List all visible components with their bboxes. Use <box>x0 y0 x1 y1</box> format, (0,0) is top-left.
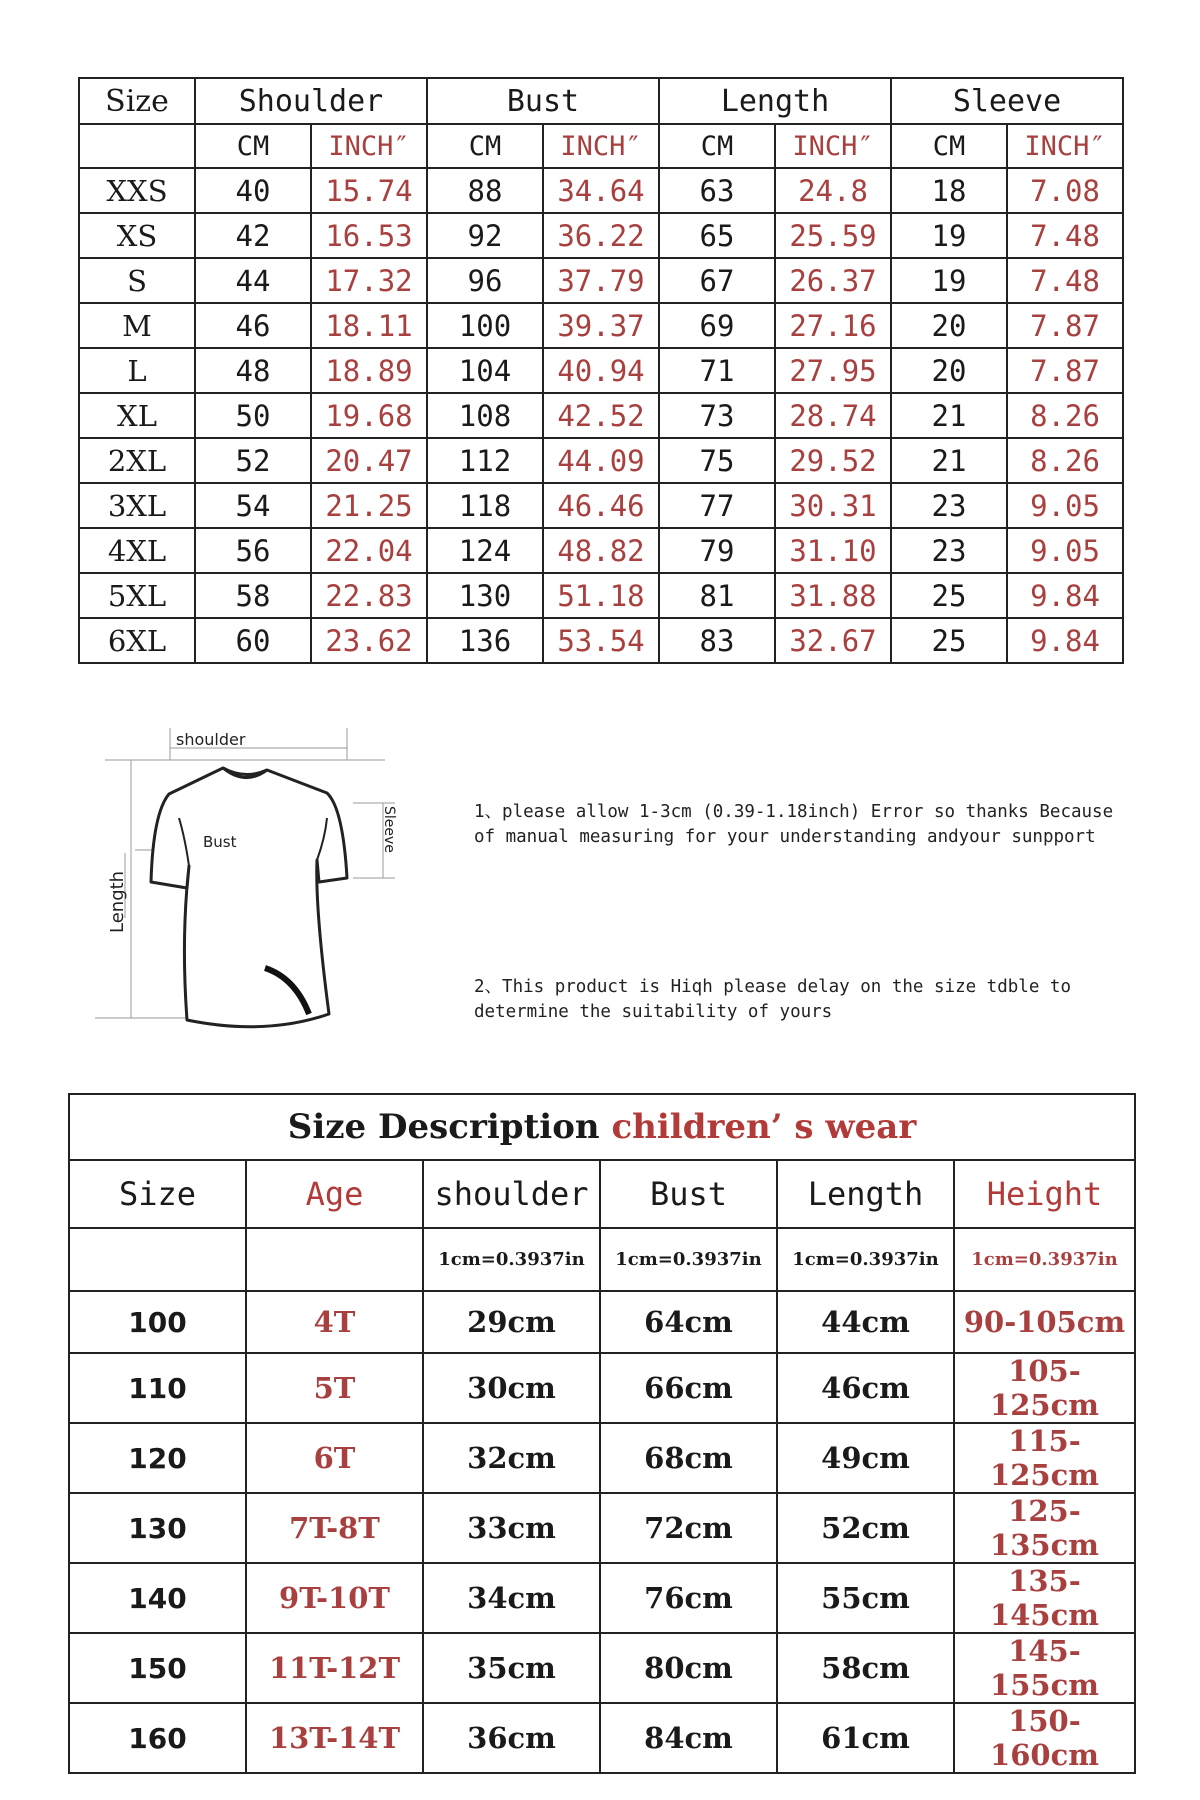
adult-cell-shoulder-inch: 15.74 <box>311 168 427 213</box>
adult-cell-sleeve-cm: 19 <box>891 213 1007 258</box>
children-cell-age: 9T-10T <box>246 1563 423 1633</box>
adult-cell-bust-cm: 118 <box>427 483 543 528</box>
adult-cell-shoulder-cm: 46 <box>195 303 311 348</box>
adult-cell-bust-inch: 39.37 <box>543 303 659 348</box>
adult-cell-sleeve-inch: 9.84 <box>1007 618 1123 663</box>
adult-cell-length-cm: 79 <box>659 528 775 573</box>
adult-cell-shoulder-cm: 50 <box>195 393 311 438</box>
adult-cell-length-cm: 65 <box>659 213 775 258</box>
table-row <box>79 618 1123 663</box>
adult-cell-sleeve-inch: 7.08 <box>1007 168 1123 213</box>
adult-cell-sleeve-inch: 7.87 <box>1007 348 1123 393</box>
children-cell-height: 150-160cm <box>954 1703 1135 1773</box>
adult-unit-inch: INCH″ <box>775 124 891 168</box>
table-row <box>79 483 1123 528</box>
adult-cell-shoulder-cm: 48 <box>195 348 311 393</box>
adult-cell-sleeve-cm: 25 <box>891 573 1007 618</box>
adult-cell-bust-cm: 92 <box>427 213 543 258</box>
adult-cell-length-cm: 81 <box>659 573 775 618</box>
adult-cell-shoulder-inch: 16.53 <box>311 213 427 258</box>
adult-size-table <box>78 77 1124 664</box>
adult-cell-length-inch: 29.52 <box>775 438 891 483</box>
children-cell-shoulder: 34cm <box>423 1563 600 1633</box>
adult-cell-sleeve-cm: 20 <box>891 348 1007 393</box>
adult-cell-shoulder-inch: 22.83 <box>311 573 427 618</box>
children-cell-length: 61cm <box>777 1703 954 1773</box>
adult-header-bust: Bust <box>427 78 659 124</box>
diagram-label-bust: Bust <box>203 833 237 851</box>
adult-cell-size: XXS <box>79 168 195 213</box>
adult-cell-shoulder-cm: 40 <box>195 168 311 213</box>
children-cell-length: 49cm <box>777 1423 954 1493</box>
adult-cell-shoulder-inch: 21.25 <box>311 483 427 528</box>
adult-cell-shoulder-inch: 18.11 <box>311 303 427 348</box>
adult-cell-sleeve-inch: 8.26 <box>1007 438 1123 483</box>
table-row <box>79 528 1123 573</box>
children-header-length: Length <box>777 1160 954 1228</box>
adult-cell-bust-inch: 36.22 <box>543 213 659 258</box>
table-row <box>79 168 1123 213</box>
children-cell-size: 130 <box>69 1493 246 1563</box>
adult-unit-cm: CM <box>427 124 543 168</box>
table-row <box>79 213 1123 258</box>
adult-cell-size: 2XL <box>79 438 195 483</box>
children-cell-size: 120 <box>69 1423 246 1493</box>
adult-cell-sleeve-cm: 21 <box>891 393 1007 438</box>
children-cell-age: 4T <box>246 1291 423 1353</box>
adult-unit-cm: CM <box>891 124 1007 168</box>
adult-cell-length-inch: 25.59 <box>775 213 891 258</box>
note-size-table: 2、This product is Hiqh please delay on the size tdble to determine the suitability of yours <box>474 977 1071 1022</box>
children-conv-length: 1cm=0.3937in <box>777 1228 954 1291</box>
adult-cell-shoulder-inch: 19.68 <box>311 393 427 438</box>
adult-cell-length-inch: 30.31 <box>775 483 891 528</box>
tshirt-measurement-diagram <box>95 718 405 1038</box>
children-table-title <box>69 1094 1135 1160</box>
adult-cell-shoulder-cm: 44 <box>195 258 311 303</box>
children-cell-length: 44cm <box>777 1291 954 1353</box>
children-cell-height: 115-125cm <box>954 1423 1135 1493</box>
children-cell-length: 58cm <box>777 1633 954 1703</box>
adult-unit-inch: INCH″ <box>1007 124 1123 168</box>
adult-cell-bust-cm: 124 <box>427 528 543 573</box>
children-conv-blank <box>246 1228 423 1291</box>
adult-cell-length-cm: 69 <box>659 303 775 348</box>
children-cell-size: 140 <box>69 1563 246 1633</box>
adult-cell-sleeve-cm: 18 <box>891 168 1007 213</box>
children-cell-length: 46cm <box>777 1353 954 1423</box>
children-cell-shoulder: 36cm <box>423 1703 600 1773</box>
adult-cell-shoulder-inch: 17.32 <box>311 258 427 303</box>
adult-cell-length-cm: 77 <box>659 483 775 528</box>
children-title-part1: Size Description <box>287 1107 612 1147</box>
adult-cell-sleeve-inch: 8.26 <box>1007 393 1123 438</box>
children-header-height: Height <box>954 1160 1135 1228</box>
children-conv-shoulder: 1cm=0.3937in <box>423 1228 600 1291</box>
adult-cell-sleeve-inch: 7.87 <box>1007 303 1123 348</box>
adult-cell-length-inch: 28.74 <box>775 393 891 438</box>
table-row <box>79 573 1123 618</box>
adult-cell-shoulder-inch: 20.47 <box>311 438 427 483</box>
adult-header-row <box>79 78 1123 124</box>
children-conv-bust: 1cm=0.3937in <box>600 1228 777 1291</box>
children-header-size: Size <box>69 1160 246 1228</box>
adult-cell-size: XS <box>79 213 195 258</box>
adult-table-body <box>79 168 1123 663</box>
children-cell-shoulder: 33cm <box>423 1493 600 1563</box>
adult-cell-bust-inch: 42.52 <box>543 393 659 438</box>
adult-cell-bust-inch: 51.18 <box>543 573 659 618</box>
adult-cell-sleeve-inch: 9.05 <box>1007 528 1123 573</box>
adult-cell-length-cm: 73 <box>659 393 775 438</box>
adult-cell-bust-inch: 53.54 <box>543 618 659 663</box>
children-cell-age: 7T-8T <box>246 1493 423 1563</box>
children-cell-bust: 68cm <box>600 1423 777 1493</box>
adult-cell-bust-inch: 40.94 <box>543 348 659 393</box>
children-cell-shoulder: 29cm <box>423 1291 600 1353</box>
adult-cell-bust-cm: 108 <box>427 393 543 438</box>
children-cell-size: 150 <box>69 1633 246 1703</box>
children-cell-shoulder: 30cm <box>423 1353 600 1423</box>
tshirt-icon <box>151 768 347 1027</box>
adult-cell-shoulder-cm: 42 <box>195 213 311 258</box>
adult-cell-shoulder-cm: 52 <box>195 438 311 483</box>
adult-cell-shoulder-inch: 22.04 <box>311 528 427 573</box>
table-row <box>69 1423 1135 1493</box>
adult-cell-length-cm: 63 <box>659 168 775 213</box>
adult-cell-sleeve-cm: 21 <box>891 438 1007 483</box>
note-measurement-error: 1、please allow 1-3cm (0.39-1.18inch) Error so thanks Because of manual measuring for your understanding andyour sunpport <box>474 802 1114 847</box>
adult-cell-length-cm: 71 <box>659 348 775 393</box>
children-cell-bust: 64cm <box>600 1291 777 1353</box>
adult-cell-size: XL <box>79 393 195 438</box>
diagram-label-sleeve: Sleeve <box>381 806 397 853</box>
children-size-table <box>68 1093 1136 1774</box>
table-row <box>69 1563 1135 1633</box>
table-row <box>69 1291 1135 1353</box>
tshirt-diagram-svg <box>95 718 405 1038</box>
adult-cell-bust-inch: 44.09 <box>543 438 659 483</box>
children-cell-length: 52cm <box>777 1493 954 1563</box>
adult-header-shoulder: Shoulder <box>195 78 427 124</box>
adult-cell-length-inch: 24.8 <box>775 168 891 213</box>
adult-cell-bust-cm: 96 <box>427 258 543 303</box>
table-row <box>69 1353 1135 1423</box>
adult-cell-shoulder-inch: 18.89 <box>311 348 427 393</box>
adult-cell-size: L <box>79 348 195 393</box>
table-row <box>69 1703 1135 1773</box>
adult-cell-length-cm: 83 <box>659 618 775 663</box>
table-row <box>79 303 1123 348</box>
children-cell-height: 135-145cm <box>954 1563 1135 1633</box>
adult-cell-length-inch: 31.88 <box>775 573 891 618</box>
children-cell-age: 6T <box>246 1423 423 1493</box>
adult-cell-bust-cm: 100 <box>427 303 543 348</box>
adult-cell-size: 5XL <box>79 573 195 618</box>
children-conv-blank <box>69 1228 246 1291</box>
children-cell-height: 90-105cm <box>954 1291 1135 1353</box>
children-cell-length: 55cm <box>777 1563 954 1633</box>
children-cell-age: 13T-14T <box>246 1703 423 1773</box>
adult-cell-bust-inch: 34.64 <box>543 168 659 213</box>
table-row <box>79 258 1123 303</box>
table-row <box>69 1493 1135 1563</box>
children-cell-height: 105-125cm <box>954 1353 1135 1423</box>
children-cell-size: 160 <box>69 1703 246 1773</box>
adult-cell-sleeve-inch: 7.48 <box>1007 258 1123 303</box>
children-table-body <box>69 1291 1135 1773</box>
children-table-title-row <box>69 1094 1135 1160</box>
adult-unit-inch: INCH″ <box>543 124 659 168</box>
adult-cell-bust-inch: 48.82 <box>543 528 659 573</box>
adult-cell-bust-cm: 112 <box>427 438 543 483</box>
children-header-row <box>69 1160 1135 1228</box>
children-cell-shoulder: 32cm <box>423 1423 600 1493</box>
adult-cell-shoulder-cm: 54 <box>195 483 311 528</box>
children-title-part2: children’ s wear <box>611 1107 917 1147</box>
children-header-bust: Bust <box>600 1160 777 1228</box>
adult-cell-shoulder-cm: 58 <box>195 573 311 618</box>
children-conversion-row <box>69 1228 1135 1291</box>
adult-cell-bust-cm: 104 <box>427 348 543 393</box>
adult-unit-cm: CM <box>659 124 775 168</box>
adult-cell-sleeve-cm: 23 <box>891 483 1007 528</box>
adult-cell-sleeve-cm: 20 <box>891 303 1007 348</box>
adult-cell-length-inch: 32.67 <box>775 618 891 663</box>
adult-cell-sleeve-inch: 9.05 <box>1007 483 1123 528</box>
adult-cell-sleeve-inch: 9.84 <box>1007 573 1123 618</box>
children-cell-age: 11T-12T <box>246 1633 423 1703</box>
adult-cell-size: 6XL <box>79 618 195 663</box>
adult-cell-size: M <box>79 303 195 348</box>
adult-cell-size: 3XL <box>79 483 195 528</box>
adult-cell-size: S <box>79 258 195 303</box>
adult-cell-sleeve-cm: 23 <box>891 528 1007 573</box>
adult-cell-bust-cm: 136 <box>427 618 543 663</box>
children-cell-shoulder: 35cm <box>423 1633 600 1703</box>
adult-cell-bust-inch: 46.46 <box>543 483 659 528</box>
adult-cell-size: 4XL <box>79 528 195 573</box>
table-row <box>79 438 1123 483</box>
diagram-label-shoulder: shoulder <box>176 730 246 749</box>
table-row <box>79 393 1123 438</box>
adult-cell-bust-cm: 130 <box>427 573 543 618</box>
adult-cell-shoulder-inch: 23.62 <box>311 618 427 663</box>
adult-cell-length-cm: 67 <box>659 258 775 303</box>
children-cell-bust: 76cm <box>600 1563 777 1633</box>
children-conv-height: 1cm=0.3937in <box>954 1228 1135 1291</box>
children-cell-height: 145-155cm <box>954 1633 1135 1703</box>
adult-unit-row <box>79 124 1123 168</box>
adult-unit-blank <box>79 124 195 168</box>
diagram-label-length: Length <box>107 870 128 933</box>
adult-header-sleeve: Sleeve <box>891 78 1123 124</box>
children-cell-bust: 72cm <box>600 1493 777 1563</box>
children-cell-height: 125-135cm <box>954 1493 1135 1563</box>
adult-cell-sleeve-inch: 7.48 <box>1007 213 1123 258</box>
children-cell-size: 100 <box>69 1291 246 1353</box>
adult-cell-bust-cm: 88 <box>427 168 543 213</box>
table-row <box>69 1633 1135 1703</box>
adult-unit-inch: INCH″ <box>311 124 427 168</box>
adult-header-size: Size <box>79 78 195 124</box>
adult-cell-length-inch: 31.10 <box>775 528 891 573</box>
children-cell-bust: 84cm <box>600 1703 777 1773</box>
children-cell-bust: 66cm <box>600 1353 777 1423</box>
adult-cell-length-cm: 75 <box>659 438 775 483</box>
adult-header-length: Length <box>659 78 891 124</box>
table-row <box>79 348 1123 393</box>
children-cell-age: 5T <box>246 1353 423 1423</box>
adult-cell-length-inch: 27.95 <box>775 348 891 393</box>
adult-cell-length-inch: 26.37 <box>775 258 891 303</box>
adult-unit-cm: CM <box>195 124 311 168</box>
adult-cell-bust-inch: 37.79 <box>543 258 659 303</box>
adult-cell-sleeve-cm: 25 <box>891 618 1007 663</box>
adult-cell-length-inch: 27.16 <box>775 303 891 348</box>
children-header-shoulder: shoulder <box>423 1160 600 1228</box>
children-cell-bust: 80cm <box>600 1633 777 1703</box>
adult-cell-shoulder-cm: 60 <box>195 618 311 663</box>
children-cell-size: 110 <box>69 1353 246 1423</box>
adult-cell-shoulder-cm: 56 <box>195 528 311 573</box>
children-header-age: Age <box>246 1160 423 1228</box>
adult-cell-sleeve-cm: 19 <box>891 258 1007 303</box>
